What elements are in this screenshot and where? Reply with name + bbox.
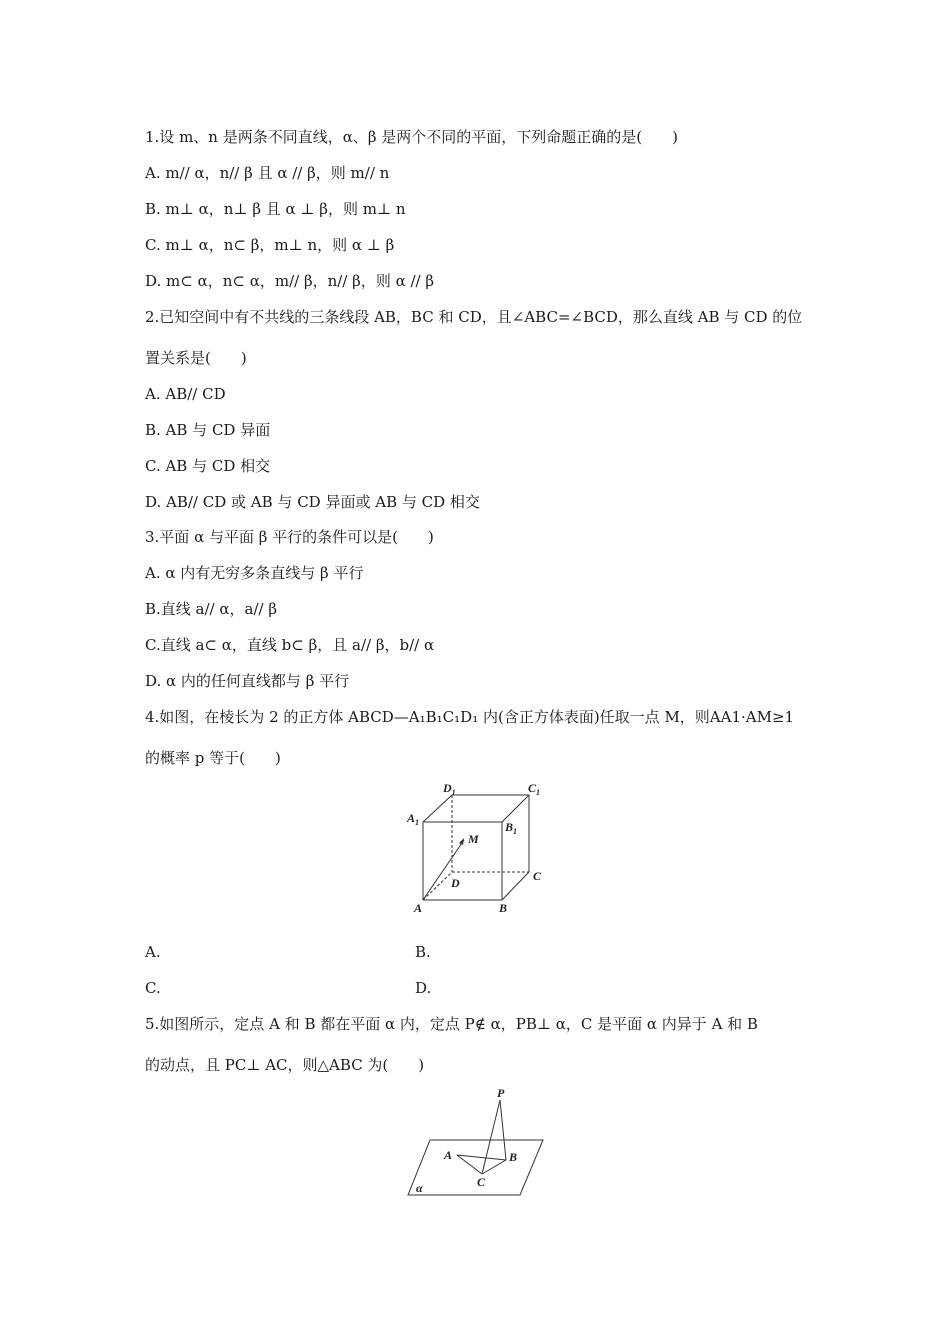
edge-a1d1 xyxy=(423,795,452,822)
label-c: C xyxy=(477,1175,486,1189)
label-d1: $D_1$ xyxy=(443,781,456,797)
q3-option-c: C.直线 a⊂ α，直线 b⊂ β，且 a// β，b// α xyxy=(145,636,435,654)
q1-option-c: C. m⊥ α，n⊂ β，m⊥ n，则 α ⊥ β xyxy=(145,236,395,254)
q5-stem-line1: 5.如图所示，定点 A 和 B 都在平面 α 内，定点 P∉ α，PB⊥ α，C 是平面 α 内异于 A 和 B xyxy=(145,1015,758,1033)
segment-bc xyxy=(482,1160,506,1174)
q1-option-a: A. m// α，n// β 且 α // β，则 m// n xyxy=(145,164,390,182)
vector-am xyxy=(423,840,464,900)
q2-option-a: A. AB// CD xyxy=(145,385,226,403)
q2-stem-line2: 置关系是( ) xyxy=(145,349,247,367)
q1-option-b: B. m⊥ α，n⊥ β 且 α ⊥ β，则 m⊥ n xyxy=(145,200,406,218)
q2-option-d: D. AB// CD 或 AB 与 CD 异面或 AB 与 CD 相交 xyxy=(145,493,480,511)
q2-option-b: B. AB 与 CD 异面 xyxy=(145,421,271,439)
q4-option-b: B. xyxy=(415,943,431,961)
label-a: A xyxy=(414,901,423,915)
label-c: C xyxy=(533,869,542,883)
q3-option-d: D. α 内的任何直线都与 β 平行 xyxy=(145,672,350,690)
label-alpha: α xyxy=(416,1181,423,1195)
q4-option-c: C. xyxy=(145,979,161,997)
segment-ac xyxy=(457,1155,482,1174)
q4-option-d: D. xyxy=(415,979,432,997)
q3-stem: 3.平面 α 与平面 β 平行的条件可以是( ) xyxy=(145,528,434,546)
q2-stem-line1: 2.已知空间中有不共线的三条线段 AB，BC 和 CD，且∠ABC=∠BCD，那么直线 AB 与 CD 的位 xyxy=(145,308,803,326)
q3-option-a: A. α 内有无穷多条直线与 β 平行 xyxy=(145,564,364,582)
plane-figure xyxy=(400,1082,550,1202)
vector-arrowhead xyxy=(459,838,464,845)
label-c1: $C_1$ xyxy=(528,781,541,797)
q3-option-b: B.直线 a// α，a// β xyxy=(145,600,277,618)
q1-option-d: D. m⊂ α，n⊂ α，m// β，n// β，则 α // β xyxy=(145,272,435,290)
segment-pb xyxy=(500,1100,506,1160)
q2-option-c: C. AB 与 CD 相交 xyxy=(145,457,271,475)
label-a: A xyxy=(444,1148,453,1162)
label-m: M xyxy=(468,832,479,846)
edge-b1c1 xyxy=(502,795,529,822)
edge-ad-hidden xyxy=(423,872,452,900)
q1-stem: 1.设 m、n 是两条不同直线，α、β 是两个不同的平面，下列命题正确的是( ) xyxy=(145,128,679,146)
q4-option-a: A. xyxy=(145,943,161,961)
plane-alpha xyxy=(408,1140,543,1195)
q4-stem-line1: 4.如图，在棱长为 2 的正方体 ABCD—A₁B₁C₁D₁ 内(含正方体表面)任取一点 M，则AA1·AM≥1 xyxy=(145,708,795,726)
cube-figure xyxy=(398,780,558,920)
label-a1: $A_1$ xyxy=(407,811,420,827)
segment-pc xyxy=(482,1100,500,1174)
label-p: P xyxy=(497,1086,505,1100)
edge-bc xyxy=(502,872,529,900)
label-b1: $B_1$ xyxy=(505,820,518,836)
label-b: B xyxy=(499,901,508,915)
q5-stem-line2: 的动点，且 PC⊥ AC，则△ABC 为( ) xyxy=(145,1056,425,1074)
label-b: B xyxy=(509,1150,518,1164)
segment-ab xyxy=(457,1155,506,1160)
label-d: D xyxy=(451,876,460,890)
q4-stem-line2: 的概率 p 等于( ) xyxy=(145,749,281,767)
